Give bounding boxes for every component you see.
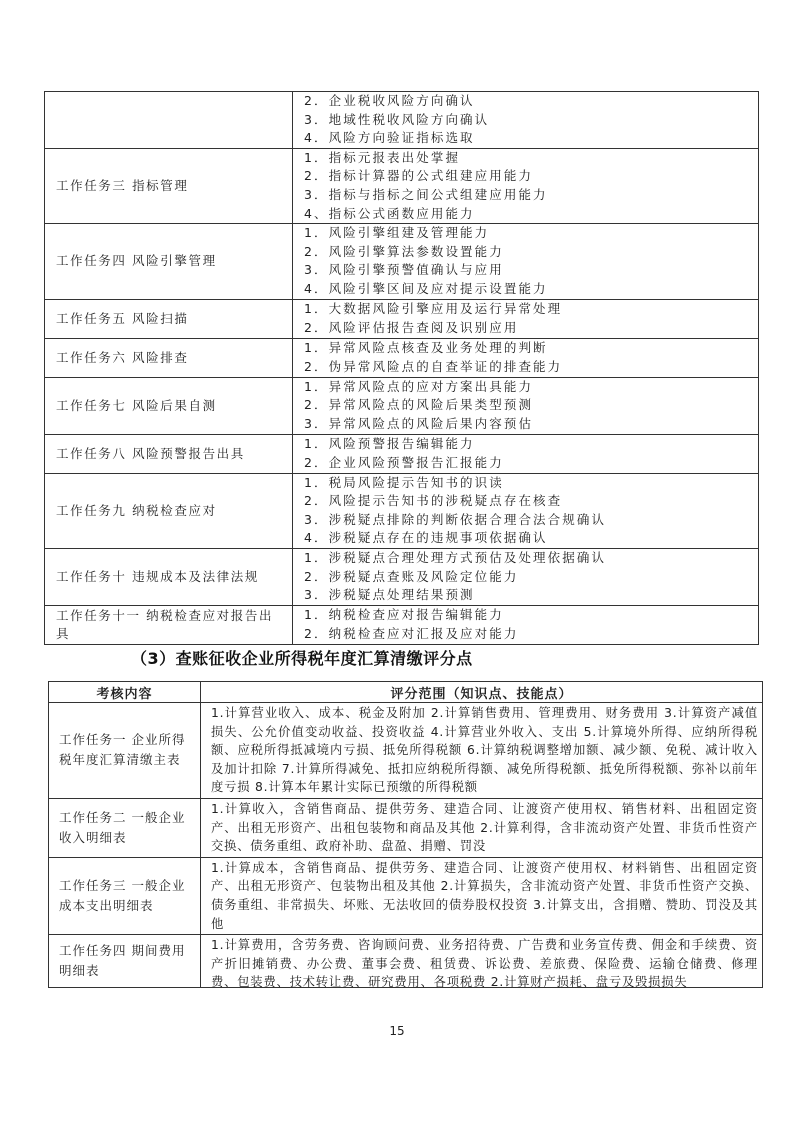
points-cell [293,148,759,223]
point-item: 2．纳税检查应对汇报及应对能力 [304,625,519,641]
point-item: 2．风险提示告知书的涉税疑点存在核查 [304,493,563,509]
task-cell: 工作任务四 期间费用明细表 [49,935,201,988]
table-row [49,935,763,988]
points-cell [293,605,759,644]
table-row [45,92,759,149]
point-item: 3．风险引擎预警值确认与应用 [304,262,504,278]
description-cell: 1.计算收入，含销售商品、提供劳务、建造合同、让渡资产使用权、销售材料、出租固定资产、出租无形资产、出租包装物和商品及其他 2.计算利得，含非流动资产处置、非货币性资产交换、债务重组、政府补助、盘盈、捐赠、罚没 [201,798,763,857]
points-cell [293,299,759,338]
task-cell: 工作任务三 一般企业成本支出明细表 [49,857,201,934]
points-cell [293,224,759,299]
table-row [45,548,759,605]
point-item: 3．涉税疑点处理结果预测 [304,587,475,603]
table-row [49,798,763,857]
points-cell [293,473,759,548]
point-item: 1．大数据风险引擎应用及运行异常处理 [304,300,563,316]
description-cell: 1.计算营业收入、成本、税金及附加 2.计算销售费用、管理费用、财务费用 3.计算资产减值损失、公允价值变动收益、投资收益 4.计算营业外收入、支出 5.计算境外所得、应纳所得税额、应税所得抵减境内亏损、抵免所得税额 6.计算纳税调整增加额、减少额、免税、减计收入及加计扣除 7.计算所得减免、抵扣应纳税所得额、减免所得税额、抵免所得税额、弥补以前年度亏损 8.计算本年累计实际已预缴的所得税额 [201,703,763,799]
point-item: 1．税局风险提示告知书的识读 [304,474,504,490]
table-row [45,148,759,223]
column-header: 考核内容 [49,682,201,703]
point-item: 1．风险引擎组建及管理能力 [304,225,490,241]
competency-table [44,91,759,645]
point-item: 2．伪异常风险点的自查举证的排查能力 [304,358,563,374]
point-item: 1．纳税检查应对报告编辑能力 [304,607,504,623]
table-row [45,377,759,434]
task-cell: 工作任务六 风险排查 [45,338,293,377]
task-cell: 工作任务十 违规成本及法律法规 [45,548,293,605]
point-item: 4．涉税疑点存在的违规事项依据确认 [304,530,548,546]
table-row [45,224,759,299]
table-row [49,857,763,934]
point-item: 1．指标元报表出处掌握 [304,149,461,165]
table-row [45,299,759,338]
description-cell: 1.计算成本，含销售商品、提供劳务、建造合同、让渡资产使用权、材料销售、出租固定资产、出租无形资产、包装物出租及其他 2.计算损失，含非流动资产处置、非货币性资产交换、债务重组、非常损失、坏账、无法收回的债券股权投资 3.计算支出，含捐赠、赞助、罚没及其他 [201,857,763,934]
task-cell: 工作任务一 企业所得税年度汇算清缴主表 [49,703,201,799]
point-item: 2．风险评估报告查阅及识别应用 [304,319,519,335]
task-cell: 工作任务十一 纳税检查应对报告出具 [45,605,293,644]
points-cell [293,92,759,149]
point-item: 1．异常风险点的应对方案出具能力 [304,378,534,394]
task-cell: 工作任务二 一般企业收入明细表 [49,798,201,857]
task-cell [45,92,293,149]
table-row [45,434,759,473]
point-item: 1．涉税疑点合理处理方式预估及处理依据确认 [304,550,607,566]
point-item: 2．企业税收风险方向确认 [304,93,475,108]
point-item: 2．风险引擎算法参数设置能力 [304,243,504,259]
task-cell: 工作任务八 风险预警报告出具 [45,434,293,473]
point-item: 2．企业风险预警报告汇报能力 [304,454,504,470]
table-row [45,473,759,548]
table-row [49,703,763,799]
task-cell: 工作任务四 风险引擎管理 [45,224,293,299]
clipped-text: 1.计算费用，含劳务费、咨询顾问费、业务招待费、广告费和业务宣传费、佣金和手续费、资产折旧摊销费、办公费、董事会费、租赁费、诉讼费、差旅费、保险费、运输仓储费、修理费、包装费、技术转让费、研究费用、各项税费 2.计算财产损耗、盘亏及毁损损失 [211,938,758,990]
points-cell [293,434,759,473]
table-row [45,605,759,644]
points-cell [293,338,759,377]
point-item: 3．指标与指标之间公式组建应用能力 [304,186,548,202]
points-cell [293,548,759,605]
task-cell: 工作任务三 指标管理 [45,148,293,223]
section-heading: （3）查账征收企业所得税年度汇算清缴评分点 [131,649,473,668]
point-item: 3．异常风险点的风险后果内容预估 [304,415,534,431]
table-row [45,338,759,377]
point-item: 1．风险预警报告编辑能力 [304,435,475,451]
point-item: 3．地域性税收风险方向确认 [304,111,490,127]
point-item: 4．风险引擎区间及应对提示设置能力 [304,280,548,296]
point-item: 1．异常风险点核查及业务处理的判断 [304,339,548,355]
point-item: 3．涉税疑点排除的判断依据合理合法合规确认 [304,511,607,527]
point-item: 4．风险方向验证指标选取 [304,130,475,146]
task-cell: 工作任务七 风险后果自测 [45,377,293,434]
task-cell: 工作任务九 纳税检查应对 [45,473,293,548]
description-cell [201,935,763,988]
column-header: 评分范围（知识点、技能点） [201,682,763,703]
point-item: 2．涉税疑点查账及风险定位能力 [304,568,519,584]
page-number: 15 [389,1024,405,1038]
points-cell [293,377,759,434]
point-item: 4、指标公式函数应用能力 [304,205,475,221]
point-item: 2．异常风险点的风险后果类型预测 [304,397,534,413]
table-header-row [49,682,763,703]
point-item: 2．指标计算器的公式组建应用能力 [304,168,534,184]
task-cell: 工作任务五 风险扫描 [45,299,293,338]
scoring-table [48,681,763,988]
